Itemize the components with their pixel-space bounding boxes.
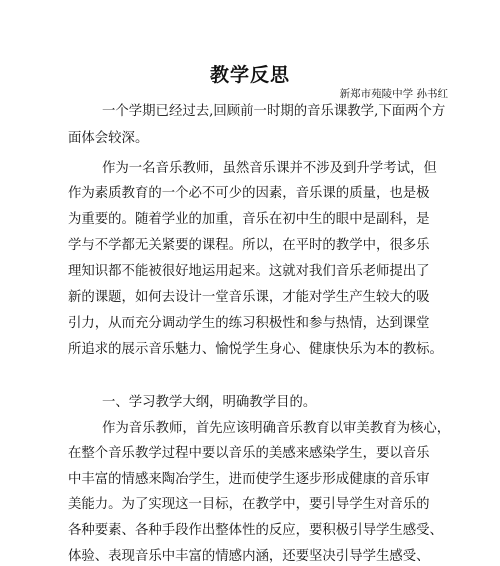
paragraph-line: 引力，从而充分调动学生的练习积极性和参与热情，达到课堂 — [68, 316, 430, 331]
paragraph-line: 作为一名音乐教师，虽然音乐课并不涉及到升学考试，但 — [102, 161, 437, 176]
paragraph-line: 一个学期已经过去,回顾前一时期的音乐课教学,下面两个方 — [102, 104, 446, 119]
section-heading: 一、学习教学大纲，明确教学目的。 — [102, 395, 317, 410]
paragraph-line: 新的课题，如何去设计一堂音乐课，才能对学生产生较大的吸 — [68, 290, 430, 305]
paragraph-line: 作为音乐教师，首先应该明确音乐教育以审美教育为核心， — [102, 421, 451, 436]
paragraph-line: 体验、表现音乐中丰富的情感内涵，还要坚决引导学生感受、 — [68, 549, 430, 564]
paragraph-line: 所追求的展示音乐魅力、愉悦学生身心、健康快乐为本的教标。 — [68, 342, 443, 357]
paragraph-line: 学与不学都无关紧要的课程。所以，在平时的教学中，很多乐 — [68, 238, 430, 253]
paragraph-line: 面体会较深。 — [68, 131, 149, 146]
document-title: 教学反思 — [209, 64, 290, 86]
paragraph-line: 在整个音乐教学过程中要以音乐的美感来感染学生，要以音乐 — [68, 446, 430, 461]
paragraph-line: 作为素质教育的一个必不可少的因素，音乐课的质量，也是极 — [68, 186, 430, 201]
paragraph-line: 为重要的。随着学业的加重，音乐在初中生的眼中是副科，是 — [68, 212, 430, 227]
paragraph-line: 各种要素、各种手段作出整体性的反应，要积极引导学生感受、 — [68, 523, 443, 538]
paragraph-line: 理知识都不能被很好地运用起来。这就对我们音乐老师提出了 — [68, 264, 430, 279]
paragraph-line: 中丰富的情感来陶冶学生，进而使学生逐步形成健康的音乐审 — [68, 472, 430, 487]
author-line: 新郑市苑陵中学 孙书红 — [339, 88, 448, 100]
paragraph-line: 美能力。为了实现这一目标，在教学中，要引导学生对音乐的 — [68, 497, 430, 512]
